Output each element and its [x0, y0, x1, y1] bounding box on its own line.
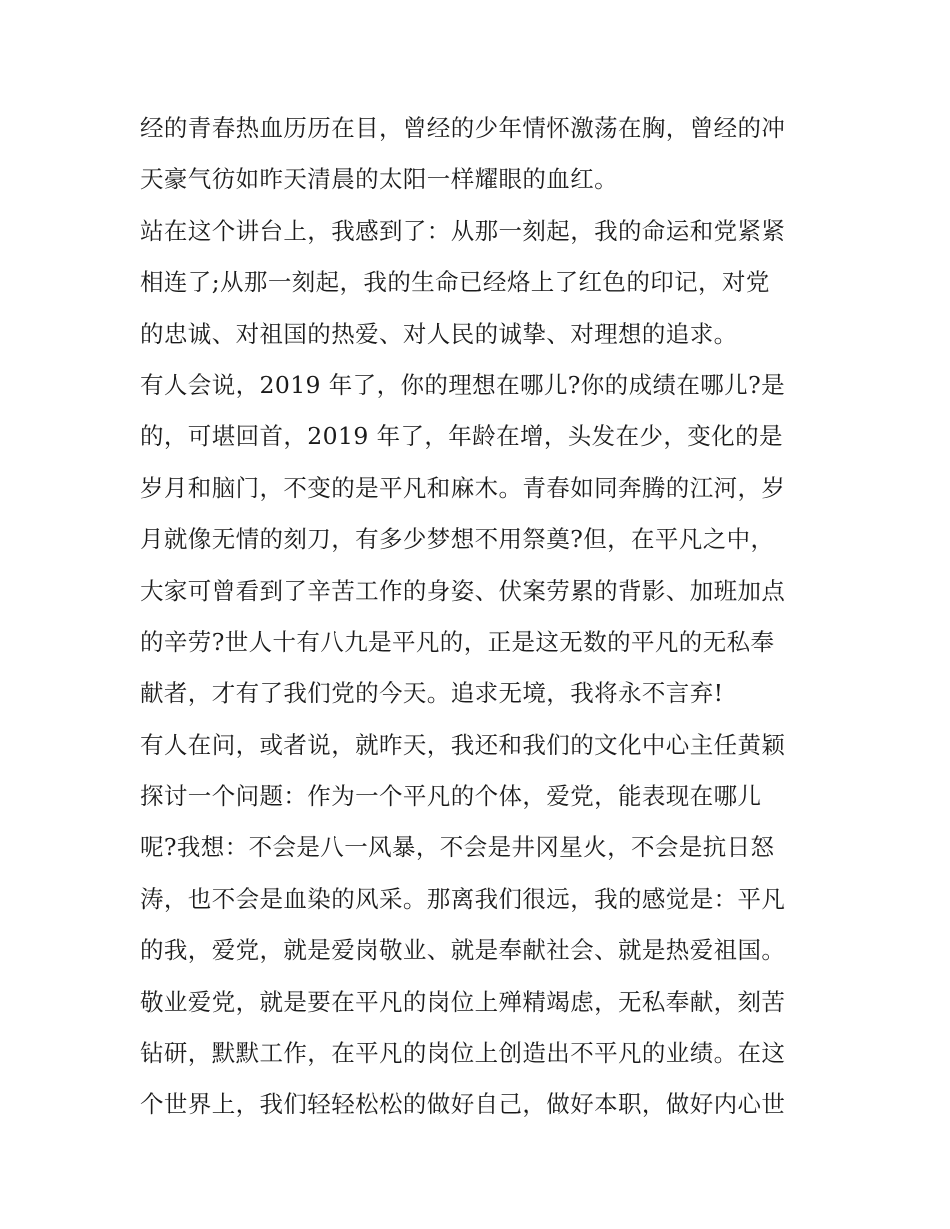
text-line: 涛，也不会是血染的风采。那离我们很远，我的感觉是：平凡	[140, 884, 786, 913]
text-line: 呢?我想：不会是八一风暴，不会是井冈星火，不会是抗日怒	[140, 833, 775, 862]
text-line: 岁月和脑门，不变的是平凡和麻木。青春如同奔腾的江河，岁	[140, 473, 786, 502]
body-text	[140, 103, 820, 1131]
text-line: 的忠诚、对祖国的热爱、对人民的诚挚、对理想的追求。	[140, 319, 738, 348]
text-line: 相连了;从那一刻起，我的生命已经烙上了红色的印记，对党	[140, 268, 770, 297]
text-line: 钻研，默默工作，在平凡的岗位上创造出不平凡的业绩。在这	[140, 1039, 786, 1068]
text-line: 月就像无情的刻刀，有多少梦想不用祭奠?但，在平凡之中，	[140, 525, 775, 554]
text-line: 站在这个讲台上，我感到了：从那一刻起，我的命运和党紧紧	[140, 216, 786, 245]
text-line: 探讨一个问题：作为一个平凡的个体，爱党，能表现在哪儿	[140, 782, 762, 811]
text-line: 有人会说，2019 年了，你的理想在哪儿?你的成绩在哪儿?是	[140, 370, 785, 399]
text-line: 献者，才有了我们党的今天。追求无境，我将永不言弃!	[140, 679, 724, 708]
text-line: 经的青春热血历历在目，曾经的少年情怀激荡在胸，曾经的冲	[140, 114, 786, 142]
text-line: 有人在问，或者说，就昨天，我还和我们的文化中心主任黄颖	[140, 730, 786, 759]
text-line: 的，可堪回首，2019 年了，年龄在增，头发在少，变化的是	[140, 422, 783, 451]
text-line: 天豪气彷如昨天清晨的太阳一样耀眼的血红。	[140, 165, 618, 194]
text-line: 的辛劳?世人十有八九是平凡的，正是这无数的平凡的无私奉	[140, 627, 775, 656]
text-line: 大家可曾看到了辛苦工作的身姿、伏案劳累的背影、加班加点	[140, 576, 786, 605]
text-line: 个世界上，我们轻轻松松的做好自己，做好本职，做好内心世	[140, 1090, 786, 1119]
text-line: 敬业爱党，就是要在平凡的岗位上殚精竭虑，无私奉献，刻苦	[140, 987, 786, 1016]
text-line: 的我，爱党，就是爱岗敬业、就是奉献社会、就是热爱祖国。	[140, 936, 786, 965]
